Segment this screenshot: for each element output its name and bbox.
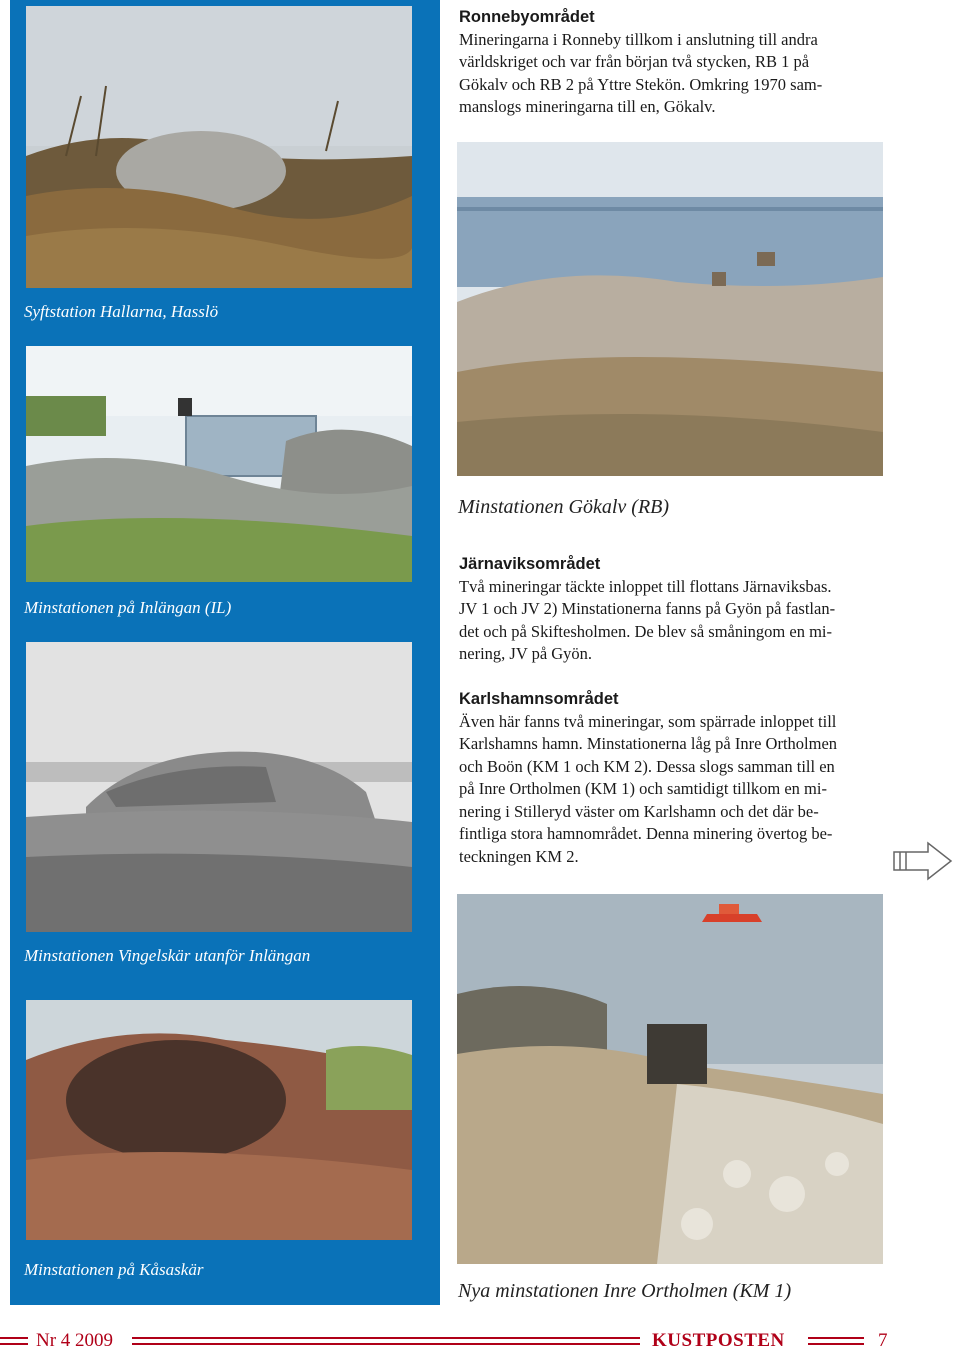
text-line: fintliga stora hamnområdet. Denna minering övertog be-: [459, 824, 833, 843]
footer-rule: [808, 1343, 864, 1345]
section-heading: Järnaviksområdet: [459, 555, 601, 573]
text-line: nering, JV på Gyön.: [459, 644, 593, 663]
footer-rule: [132, 1337, 640, 1339]
caption-hallarna: Syftstation Hallarna, Hasslö: [24, 302, 219, 321]
text-line: nering i Stilleryd väster om Karlshamn och det där be-: [459, 801, 819, 821]
photo-gokalv: [457, 142, 883, 476]
photo-ortholmen: [457, 894, 883, 1264]
text-line: på Inre Ortholmen (KM 1) och samtidigt tillkom en mi-: [459, 779, 827, 798]
photo-inlangan: [26, 346, 412, 582]
section-ronneby: [459, 6, 899, 119]
caption-inlangan: Minstationen på Inlängan (IL): [24, 598, 232, 617]
text-line: teckningen KM 2.: [459, 846, 579, 866]
text-line: JV 1 och JV 2) Minstationerna fanns på Gyön på fastlan-: [459, 599, 836, 618]
footer-magazine: KUSTPOSTEN: [652, 1330, 785, 1351]
caption-vingelskar: Minstationen Vingelskär utanför Inlängan: [24, 946, 311, 965]
text-line: Gökalv och RB 2 på Yttre Stekön. Omkring 1970 sam-: [459, 74, 823, 94]
text-line: Mineringarna i Ronneby tillkom i anslutning till andra: [459, 29, 818, 49]
footer-rule: [0, 1343, 28, 1345]
text-line: manslogs mineringarna till en, Gökalv.: [459, 97, 716, 116]
text-line: Även här fanns två mineringar, som spärrade inloppet till: [459, 711, 837, 731]
section-heading: Karlshamnsområdet: [459, 690, 619, 708]
footer-issue: Nr 4 2009: [36, 1330, 114, 1351]
footer-rule: [0, 1337, 28, 1339]
photo-hallarna: [26, 6, 412, 288]
caption-gokalv: Minstationen Gökalv (RB): [458, 496, 670, 518]
text-line: Två mineringar täckte inloppet till flottans Järnaviksbas.: [459, 576, 832, 596]
text-line: Karlshamns hamn. Minstationerna låg på Inre Ortholmen: [459, 734, 838, 753]
text-line: det och på Skiftesholmen. De blev så småningom en mi-: [459, 621, 833, 641]
section-jarnavik: [459, 553, 899, 666]
page-number: 7: [878, 1330, 888, 1351]
footer-rule: [132, 1343, 640, 1345]
photo-vingelskar: [26, 642, 412, 932]
text-line: världskriget och var från början två stycken, RB 1 på: [459, 52, 810, 71]
footer-rule: [808, 1337, 864, 1339]
caption-kasaskar: Minstationen på Kåsaskär: [24, 1260, 204, 1279]
photo-kasaskar: [26, 1000, 412, 1240]
arrow-right-icon: [892, 840, 954, 882]
text-line: och Boön (KM 1 och KM 2). Dessa slogs samman till en: [459, 756, 835, 776]
caption-ortholmen: Nya minstationen Inre Ortholmen (KM 1): [458, 1280, 792, 1302]
section-karlshamn: [459, 688, 899, 868]
section-heading: Ronnebyområdet: [459, 8, 595, 26]
